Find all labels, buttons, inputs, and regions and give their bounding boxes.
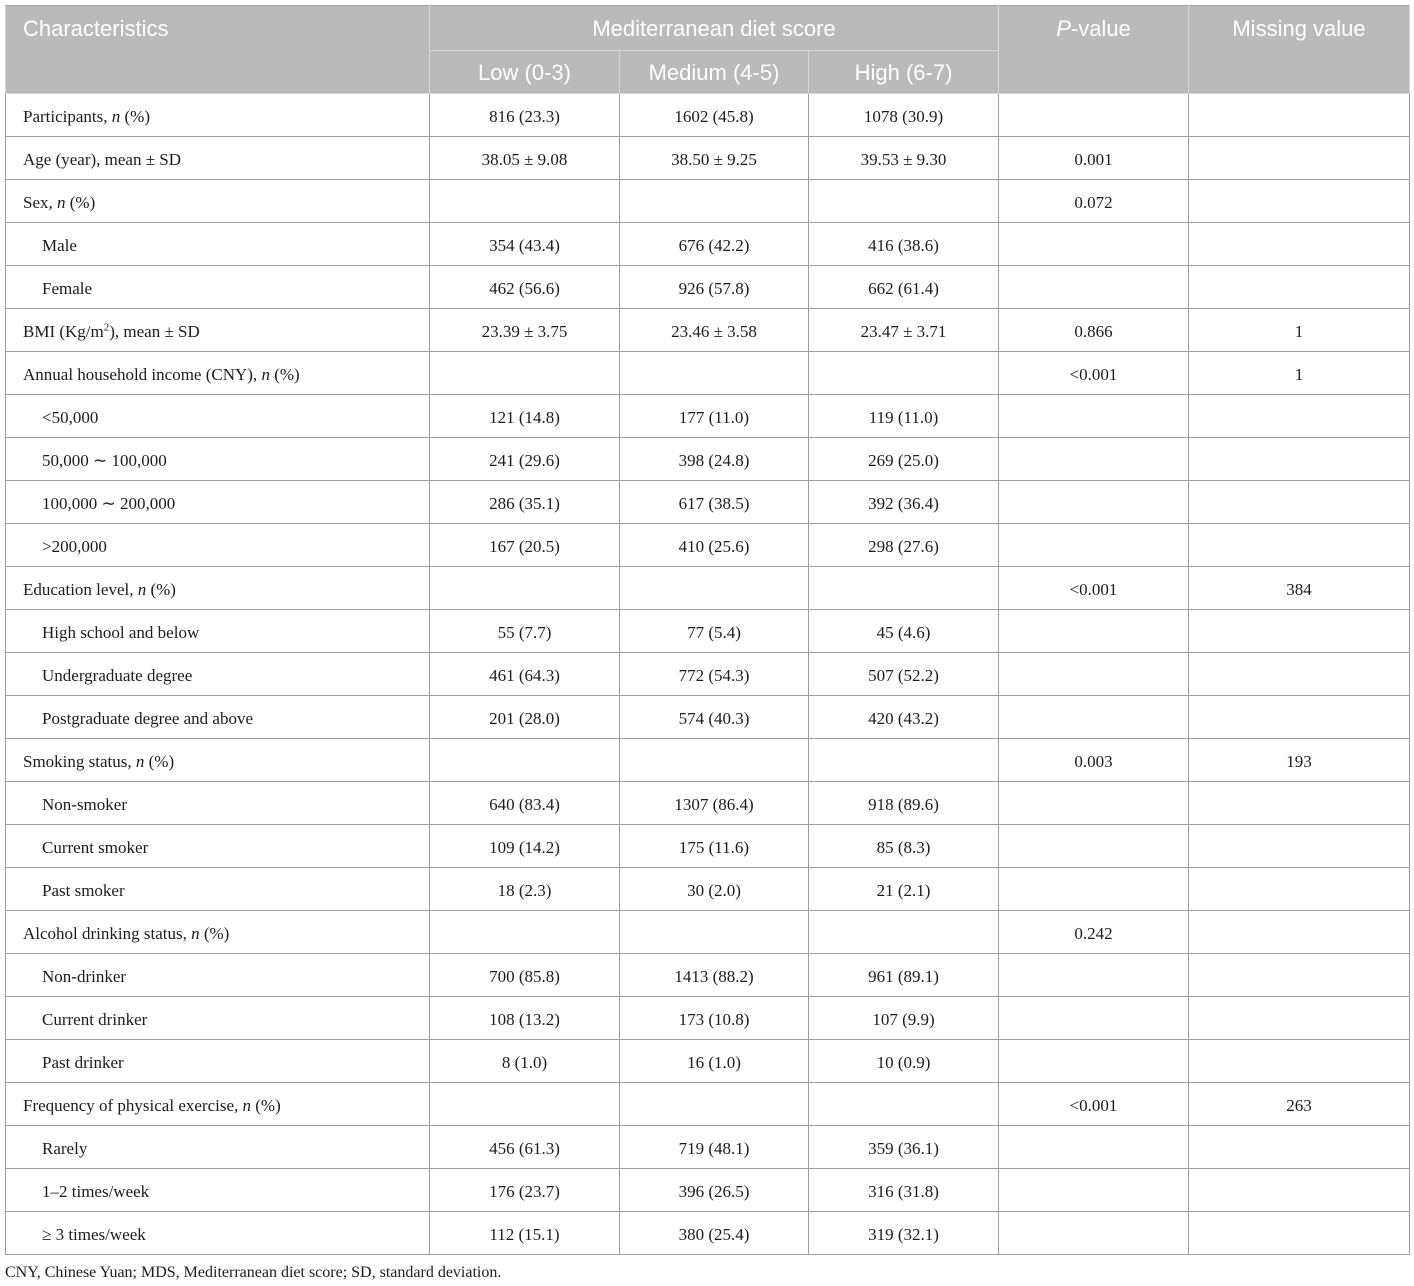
row-label-text: (%) xyxy=(269,364,300,384)
value-cell-low: 18 (2.3) xyxy=(430,868,620,911)
value-cell-low: 456 (61.3) xyxy=(430,1126,620,1169)
table-row xyxy=(6,438,1410,481)
value-cell-low: 109 (14.2) xyxy=(430,825,620,868)
missing-value-cell xyxy=(1189,137,1410,180)
row-label-text: n xyxy=(191,923,200,943)
value-cell-medium xyxy=(620,1083,809,1126)
value-cell-low xyxy=(430,352,620,395)
header-diet-score-group: Mediterranean diet score xyxy=(430,6,999,51)
value-cell-high xyxy=(809,567,999,610)
table-row xyxy=(6,739,1410,782)
value-cell-low: 461 (64.3) xyxy=(430,653,620,696)
value-cell-low xyxy=(430,180,620,223)
row-label-text: Past drinker xyxy=(42,1052,124,1072)
p-value-cell xyxy=(999,696,1189,739)
value-cell-high: 316 (31.8) xyxy=(809,1169,999,1212)
missing-value-cell: 384 xyxy=(1189,567,1410,610)
missing-value-cell xyxy=(1189,395,1410,438)
p-value-cell: 0.242 xyxy=(999,911,1189,954)
value-cell-medium: 177 (11.0) xyxy=(620,395,809,438)
header-missing-value: Missing value xyxy=(1189,6,1410,94)
header-row-1 xyxy=(6,6,1410,51)
row-label-cell xyxy=(6,739,430,782)
row-label-cell xyxy=(6,567,430,610)
row-label-text: <50,000 xyxy=(42,407,99,427)
p-value-cell xyxy=(999,395,1189,438)
row-label-text: Non-drinker xyxy=(42,966,127,986)
table-header xyxy=(6,6,1410,94)
value-cell-low xyxy=(430,1083,620,1126)
value-cell-low xyxy=(430,567,620,610)
row-label-text: Alcohol drinking status, xyxy=(23,923,192,943)
table-row xyxy=(6,1212,1410,1255)
p-value-cell xyxy=(999,524,1189,567)
row-label-cell xyxy=(6,653,430,696)
row-label-text: Undergraduate degree xyxy=(42,665,193,685)
table-row xyxy=(6,696,1410,739)
row-label-text: n xyxy=(111,106,121,126)
row-label-text: n xyxy=(135,751,145,771)
row-label-text: (%) xyxy=(65,192,96,212)
value-cell-high: 918 (89.6) xyxy=(809,782,999,825)
value-cell-medium xyxy=(620,739,809,782)
value-cell-medium: 1602 (45.8) xyxy=(620,94,809,137)
table-row xyxy=(6,954,1410,997)
table-row xyxy=(6,567,1410,610)
characteristics-table xyxy=(5,5,1410,1255)
row-label-cell xyxy=(6,1169,430,1212)
table-row xyxy=(6,94,1410,137)
row-label-cell xyxy=(6,954,430,997)
table-row xyxy=(6,352,1410,395)
value-cell-low: 8 (1.0) xyxy=(430,1040,620,1083)
value-cell-medium: 16 (1.0) xyxy=(620,1040,809,1083)
p-value-cell: <0.001 xyxy=(999,1083,1189,1126)
value-cell-high: 85 (8.3) xyxy=(809,825,999,868)
table-row xyxy=(6,481,1410,524)
p-value-cell xyxy=(999,782,1189,825)
missing-value-cell xyxy=(1189,610,1410,653)
row-label-text: (%) xyxy=(199,923,230,943)
p-value-cell xyxy=(999,1212,1189,1255)
value-cell-high: 119 (11.0) xyxy=(809,395,999,438)
row-label-text: 2 xyxy=(103,320,110,333)
header-group-high: High (6-7) xyxy=(809,51,999,94)
table-row xyxy=(6,1083,1410,1126)
table-row xyxy=(6,653,1410,696)
value-cell-medium: 574 (40.3) xyxy=(620,696,809,739)
value-cell-medium: 926 (57.8) xyxy=(620,266,809,309)
row-label-text: Rarely xyxy=(42,1138,88,1158)
value-cell-low: 176 (23.7) xyxy=(430,1169,620,1212)
value-cell-medium: 396 (26.5) xyxy=(620,1169,809,1212)
table-row xyxy=(6,180,1410,223)
table-row xyxy=(6,997,1410,1040)
row-label-cell xyxy=(6,825,430,868)
row-label-cell xyxy=(6,1212,430,1255)
row-label-text: Past smoker xyxy=(42,880,125,900)
row-label-text: Current smoker xyxy=(42,837,149,857)
row-label-text: Age (year), mean ± SD xyxy=(23,149,182,169)
value-cell-low: 640 (83.4) xyxy=(430,782,620,825)
value-cell-low: 201 (28.0) xyxy=(430,696,620,739)
value-cell-medium: 719 (48.1) xyxy=(620,1126,809,1169)
p-value-cell xyxy=(999,868,1189,911)
value-cell-low: 23.39 ± 3.75 xyxy=(430,309,620,352)
value-cell-medium xyxy=(620,352,809,395)
table-body xyxy=(6,94,1410,1255)
row-label-cell xyxy=(6,911,430,954)
row-label-text: ), mean ± SD xyxy=(109,321,200,341)
row-label-text: Male xyxy=(42,235,77,255)
header-characteristics: Characteristics xyxy=(6,6,430,94)
row-label-text: High school and below xyxy=(42,622,200,642)
row-label-cell xyxy=(6,1126,430,1169)
row-label-text: 1–2 times/week xyxy=(42,1181,150,1201)
missing-value-cell xyxy=(1189,911,1410,954)
value-cell-high: 319 (32.1) xyxy=(809,1212,999,1255)
value-cell-medium: 772 (54.3) xyxy=(620,653,809,696)
row-label-text: ≥ 3 times/week xyxy=(42,1224,146,1244)
missing-value-cell: 193 xyxy=(1189,739,1410,782)
row-label-text: n xyxy=(57,192,66,212)
table-row xyxy=(6,825,1410,868)
p-value-cell: 0.003 xyxy=(999,739,1189,782)
row-label-text: Smoking status, xyxy=(23,751,136,771)
header-group-medium: Medium (4-5) xyxy=(620,51,809,94)
value-cell-low: 241 (29.6) xyxy=(430,438,620,481)
row-label-text: (%) xyxy=(144,751,175,771)
row-label-text: n xyxy=(261,364,270,384)
value-cell-medium: 173 (10.8) xyxy=(620,997,809,1040)
p-value-cell xyxy=(999,1126,1189,1169)
value-cell-medium: 410 (25.6) xyxy=(620,524,809,567)
missing-value-cell xyxy=(1189,954,1410,997)
row-label-text: Current drinker xyxy=(42,1009,148,1029)
value-cell-high: 420 (43.2) xyxy=(809,696,999,739)
value-cell-high xyxy=(809,911,999,954)
p-value-cell xyxy=(999,223,1189,266)
missing-value-cell: 1 xyxy=(1189,309,1410,352)
row-label-text: Non-smoker xyxy=(42,794,127,814)
missing-value-cell xyxy=(1189,782,1410,825)
row-label-text: Frequency of physical exercise, xyxy=(23,1095,243,1115)
value-cell-high xyxy=(809,739,999,782)
row-label-text: Participants, xyxy=(23,106,112,126)
value-cell-medium: 380 (25.4) xyxy=(620,1212,809,1255)
row-label-cell xyxy=(6,868,430,911)
row-label-cell xyxy=(6,997,430,1040)
value-cell-medium: 676 (42.2) xyxy=(620,223,809,266)
row-label-text: 50,000 ∼ 100,000 xyxy=(42,450,167,470)
p-value-cell xyxy=(999,266,1189,309)
value-cell-high: 107 (9.9) xyxy=(809,997,999,1040)
p-value-cell xyxy=(999,825,1189,868)
value-cell-medium: 398 (24.8) xyxy=(620,438,809,481)
header-p-value xyxy=(999,6,1189,94)
missing-value-cell xyxy=(1189,180,1410,223)
value-cell-high: 359 (36.1) xyxy=(809,1126,999,1169)
table-row xyxy=(6,1126,1410,1169)
p-value-cell xyxy=(999,1040,1189,1083)
row-label-text: Education level, xyxy=(23,579,138,599)
p-value-cell: <0.001 xyxy=(999,567,1189,610)
missing-value-cell xyxy=(1189,997,1410,1040)
value-cell-high: 298 (27.6) xyxy=(809,524,999,567)
p-value-cell: 0.866 xyxy=(999,309,1189,352)
missing-value-cell xyxy=(1189,1126,1410,1169)
value-cell-medium: 30 (2.0) xyxy=(620,868,809,911)
value-cell-medium: 175 (11.6) xyxy=(620,825,809,868)
row-label-cell xyxy=(6,180,430,223)
table-row xyxy=(6,911,1410,954)
value-cell-low: 700 (85.8) xyxy=(430,954,620,997)
row-label-cell xyxy=(6,524,430,567)
p-value-cell xyxy=(999,653,1189,696)
value-cell-high: 662 (61.4) xyxy=(809,266,999,309)
missing-value-cell xyxy=(1189,1169,1410,1212)
value-cell-medium: 38.50 ± 9.25 xyxy=(620,137,809,180)
row-label-cell xyxy=(6,395,430,438)
value-cell-high: 23.47 ± 3.71 xyxy=(809,309,999,352)
missing-value-cell xyxy=(1189,696,1410,739)
table-row xyxy=(6,309,1410,352)
row-label-text: n xyxy=(242,1095,251,1115)
table-row xyxy=(6,1040,1410,1083)
p-value-cell xyxy=(999,481,1189,524)
value-cell-medium xyxy=(620,911,809,954)
value-cell-low: 112 (15.1) xyxy=(430,1212,620,1255)
row-label-text: Postgraduate degree and above xyxy=(42,708,253,728)
value-cell-medium: 1307 (86.4) xyxy=(620,782,809,825)
p-value-cell: 0.001 xyxy=(999,137,1189,180)
value-cell-high xyxy=(809,1083,999,1126)
value-cell-high: 21 (2.1) xyxy=(809,868,999,911)
row-label-text: (%) xyxy=(251,1095,281,1115)
value-cell-high: 507 (52.2) xyxy=(809,653,999,696)
value-cell-low: 38.05 ± 9.08 xyxy=(430,137,620,180)
row-label-text: BMI (Kg/m xyxy=(23,321,104,341)
value-cell-medium: 23.46 ± 3.58 xyxy=(620,309,809,352)
value-cell-high: 39.53 ± 9.30 xyxy=(809,137,999,180)
value-cell-high: 45 (4.6) xyxy=(809,610,999,653)
missing-value-cell xyxy=(1189,524,1410,567)
row-label-text: Annual household income (CNY), xyxy=(23,364,262,384)
row-label-cell xyxy=(6,1040,430,1083)
row-label-cell xyxy=(6,223,430,266)
p-value-cell: 0.072 xyxy=(999,180,1189,223)
row-label-cell xyxy=(6,309,430,352)
value-cell-high xyxy=(809,180,999,223)
row-label-cell xyxy=(6,137,430,180)
value-cell-high: 10 (0.9) xyxy=(809,1040,999,1083)
missing-value-cell xyxy=(1189,266,1410,309)
missing-value-cell xyxy=(1189,481,1410,524)
value-cell-low: 55 (7.7) xyxy=(430,610,620,653)
missing-value-cell: 263 xyxy=(1189,1083,1410,1126)
row-label-text: 100,000 ∼ 200,000 xyxy=(42,493,176,513)
missing-value-cell xyxy=(1189,438,1410,481)
missing-value-cell xyxy=(1189,94,1410,137)
value-cell-high: 416 (38.6) xyxy=(809,223,999,266)
missing-value-cell xyxy=(1189,1212,1410,1255)
value-cell-low: 816 (23.3) xyxy=(430,94,620,137)
value-cell-high: 269 (25.0) xyxy=(809,438,999,481)
p-value-cell xyxy=(999,954,1189,997)
table-row xyxy=(6,137,1410,180)
row-label-text: n xyxy=(137,579,147,599)
row-label-cell xyxy=(6,782,430,825)
value-cell-medium xyxy=(620,567,809,610)
row-label-text: Sex, xyxy=(23,192,57,212)
p-value-cell xyxy=(999,1169,1189,1212)
p-value-cell xyxy=(999,438,1189,481)
row-label-cell xyxy=(6,610,430,653)
header-group-low: Low (0-3) xyxy=(430,51,620,94)
value-cell-medium xyxy=(620,180,809,223)
table-row xyxy=(6,395,1410,438)
value-cell-low xyxy=(430,911,620,954)
value-cell-low: 354 (43.4) xyxy=(430,223,620,266)
row-label-cell xyxy=(6,94,430,137)
value-cell-low: 167 (20.5) xyxy=(430,524,620,567)
row-label-cell xyxy=(6,352,430,395)
value-cell-medium: 617 (38.5) xyxy=(620,481,809,524)
value-cell-medium: 1413 (88.2) xyxy=(620,954,809,997)
value-cell-high xyxy=(809,352,999,395)
missing-value-cell xyxy=(1189,223,1410,266)
row-label-text: Female xyxy=(42,278,93,298)
row-label-text: (%) xyxy=(146,579,176,599)
missing-value-cell xyxy=(1189,868,1410,911)
value-cell-low: 121 (14.8) xyxy=(430,395,620,438)
table-row xyxy=(6,524,1410,567)
p-value-cell xyxy=(999,997,1189,1040)
header-p-value-rest: -value xyxy=(1070,16,1131,41)
missing-value-cell xyxy=(1189,825,1410,868)
header-p-value-italic: P xyxy=(1056,16,1071,41)
table-row xyxy=(6,223,1410,266)
p-value-cell xyxy=(999,94,1189,137)
table-row xyxy=(6,610,1410,653)
missing-value-cell xyxy=(1189,653,1410,696)
missing-value-cell: 1 xyxy=(1189,352,1410,395)
value-cell-low: 108 (13.2) xyxy=(430,997,620,1040)
value-cell-low: 286 (35.1) xyxy=(430,481,620,524)
table-footnote: CNY, Chinese Yuan; MDS, Mediterranean diet score; SD, standard deviation. xyxy=(5,1264,502,1281)
row-label-text: (%) xyxy=(120,106,150,126)
value-cell-high: 961 (89.1) xyxy=(809,954,999,997)
table-row xyxy=(6,1169,1410,1212)
value-cell-low xyxy=(430,739,620,782)
table-row xyxy=(6,782,1410,825)
value-cell-high: 392 (36.4) xyxy=(809,481,999,524)
p-value-cell: <0.001 xyxy=(999,352,1189,395)
row-label-cell xyxy=(6,438,430,481)
value-cell-high: 1078 (30.9) xyxy=(809,94,999,137)
row-label-cell xyxy=(6,1083,430,1126)
row-label-cell xyxy=(6,266,430,309)
row-label-cell xyxy=(6,696,430,739)
table-row xyxy=(6,868,1410,911)
value-cell-low: 462 (56.6) xyxy=(430,266,620,309)
row-label-text: >200,000 xyxy=(42,536,107,556)
table-row xyxy=(6,266,1410,309)
value-cell-medium: 77 (5.4) xyxy=(620,610,809,653)
row-label-cell xyxy=(6,481,430,524)
p-value-cell xyxy=(999,610,1189,653)
missing-value-cell xyxy=(1189,1040,1410,1083)
